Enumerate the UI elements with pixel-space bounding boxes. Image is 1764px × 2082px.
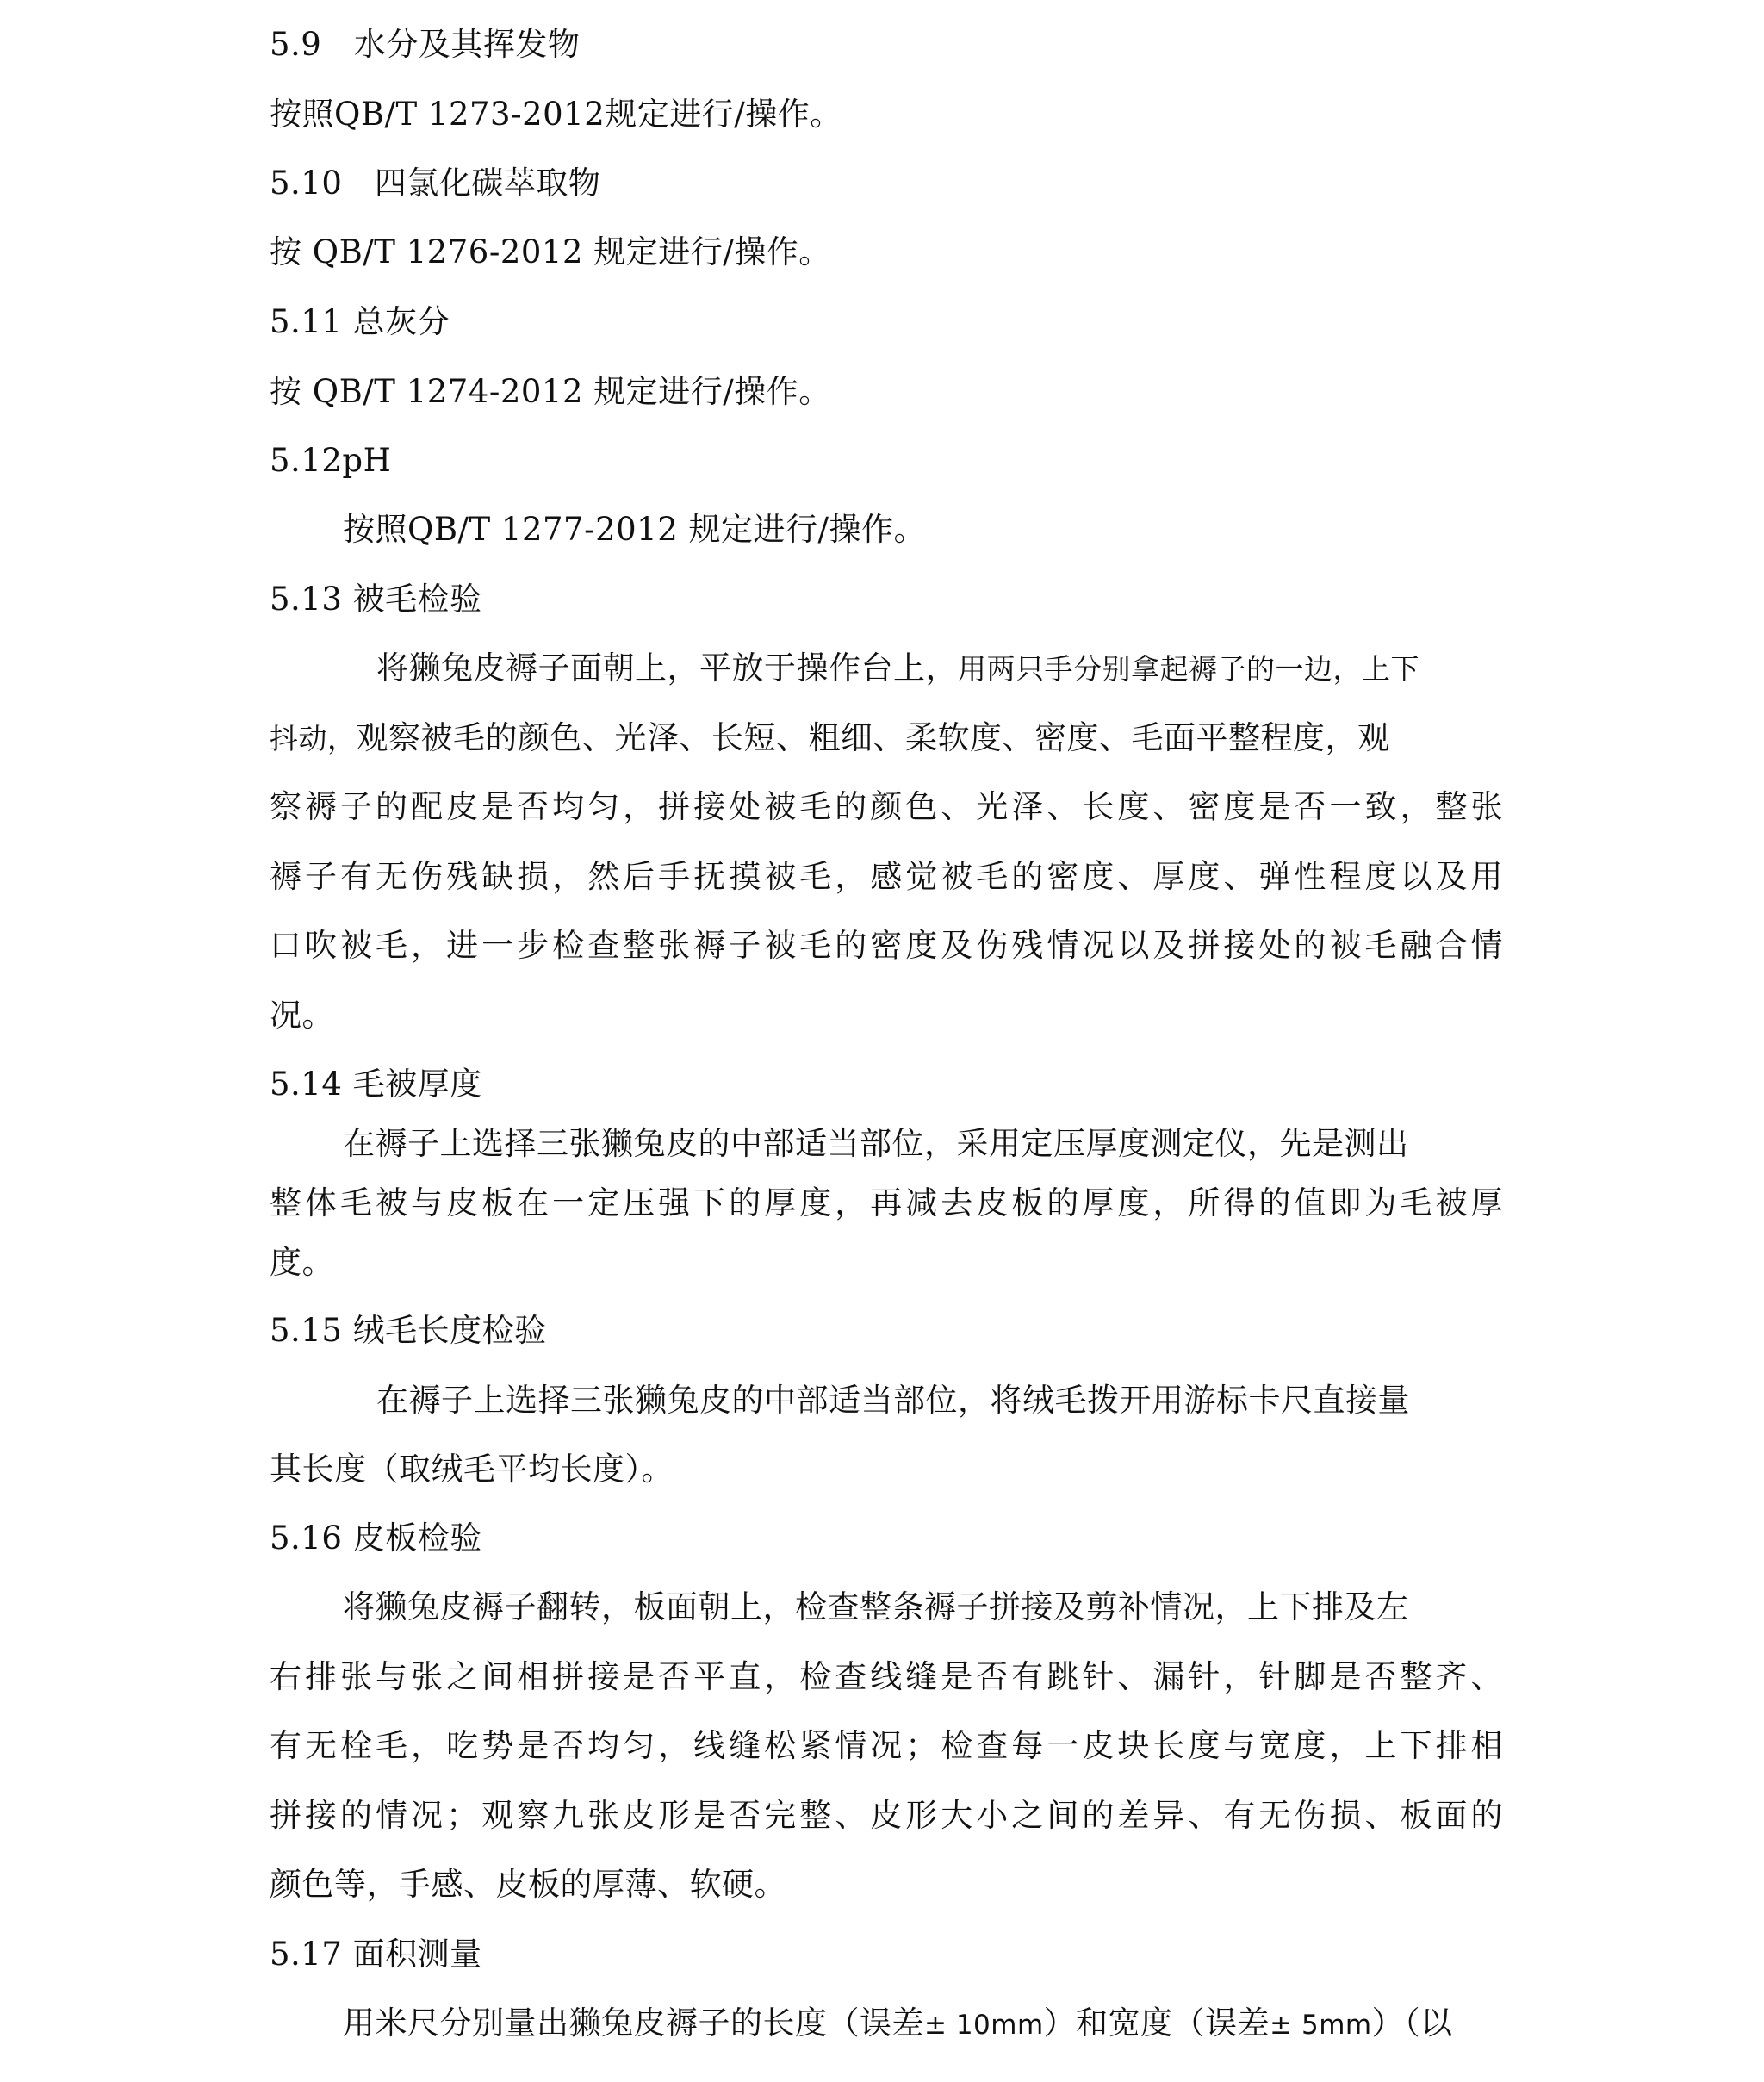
section-5-14-line-3: 度。 <box>270 1244 334 1281</box>
section-5-12-heading: 5.12pH <box>270 442 392 479</box>
section-5-16-line-4: 拼接的情况；观察九张皮形是否完整、皮形大小之间的差异、有无伤损、板面的 <box>270 1797 1503 1834</box>
section-5-11-heading: 5.11 总灰分 <box>270 303 450 340</box>
section-5-16-heading: 5.16 皮板检验 <box>270 1520 482 1557</box>
section-5-15-line-1: 在褥子上选择三张獭兔皮的中部适当部位，将绒毛拨开用游标卡尺直接量 <box>376 1382 1410 1419</box>
section-5-16-line-1: 将獭兔皮褥子翻转，板面朝上，检查整条褥子拼接及剪补情况，上下排及左 <box>343 1588 1409 1625</box>
section-5-9-text: 按照QB/T 1273-2012规定进行/操作。 <box>270 96 842 133</box>
section-5-13-line-2a: 抖动， <box>270 722 357 755</box>
section-5-16-line-5: 颜色等，手感、皮板的厚薄、软硬。 <box>270 1866 786 1903</box>
width-tolerance: ± 5mm <box>1270 2010 1372 2041</box>
section-5-14-line-2: 整体毛被与皮板在一定压强下的厚度，再减去皮板的厚度，所得的值即为毛被厚 <box>270 1184 1503 1221</box>
section-5-13-line-6: 况。 <box>270 997 334 1034</box>
section-5-17-line-1e: ）（以 <box>1371 2004 1453 2042</box>
section-5-11-text: 按 QB/T 1274-2012 规定进行/操作。 <box>270 373 831 410</box>
section-5-17-line-1c: ）和宽度（误差 <box>1043 2004 1270 2042</box>
section-5-16-line-2: 右排张与张之间相拼接是否平直，检查线缝是否有跳针、漏针，针脚是否整齐、 <box>270 1658 1503 1695</box>
section-5-14-line-1: 在褥子上选择三张獭兔皮的中部适当部位，采用定压厚度测定仪，先是测出 <box>343 1125 1409 1162</box>
section-5-13-line-2b: 观察被毛的颜色、光泽、长短、粗细、柔软度、密度、毛面平整程度，观 <box>356 719 1390 756</box>
section-5-10-text: 按 QB/T 1276-2012 规定进行/操作。 <box>270 233 831 270</box>
section-5-13-line-1b: 用两只手分别拿起褥子的一边，上下 <box>958 652 1419 686</box>
section-5-12-text: 按照QB/T 1277-2012 规定进行/操作。 <box>343 511 926 548</box>
section-5-13-line-3: 察褥子的配皮是否均匀，拼接处被毛的颜色、光泽、长度、密度是否一致，整张 <box>270 788 1503 825</box>
section-5-13-line-1a: 将獭兔皮褥子面朝上，平放于操作台上， <box>376 649 958 687</box>
section-5-9-heading: 5.9 水分及其挥发物 <box>270 26 581 63</box>
section-5-13-line-1 <box>376 649 1419 689</box>
section-5-17-line-1 <box>343 2004 1453 2045</box>
section-5-13-line-4: 褥子有无伤残缺损，然后手抚摸被毛，感觉被毛的密度、厚度、弹性程度以及用 <box>270 858 1503 895</box>
section-5-13-heading: 5.13 被毛检验 <box>270 581 482 618</box>
section-5-17-line-1a: 用米尺分别量出獭兔皮褥子的长度（误差 <box>343 2004 924 2042</box>
section-5-14-heading: 5.14 毛被厚度 <box>270 1066 482 1103</box>
section-5-13-line-5: 口吹被毛，进一步检查整张褥子被毛的密度及伤残情况以及拼接处的被毛融合情 <box>270 927 1503 964</box>
section-5-17-heading: 5.17 面积测量 <box>270 1936 482 1973</box>
length-tolerance: ± 10mm <box>924 2010 1044 2041</box>
section-5-10-heading: 5.10 四氯化碳萃取物 <box>270 165 601 202</box>
section-5-15-line-2: 其长度（取绒毛平均长度）。 <box>270 1451 674 1488</box>
section-5-15-heading: 5.15 绒毛长度检验 <box>270 1312 547 1349</box>
section-5-13-line-2 <box>270 718 1390 759</box>
section-5-16-line-3: 有无栓毛，吃势是否均匀，线缝松紧情况；检查每一皮块长度与宽度，上下排相 <box>270 1727 1503 1764</box>
